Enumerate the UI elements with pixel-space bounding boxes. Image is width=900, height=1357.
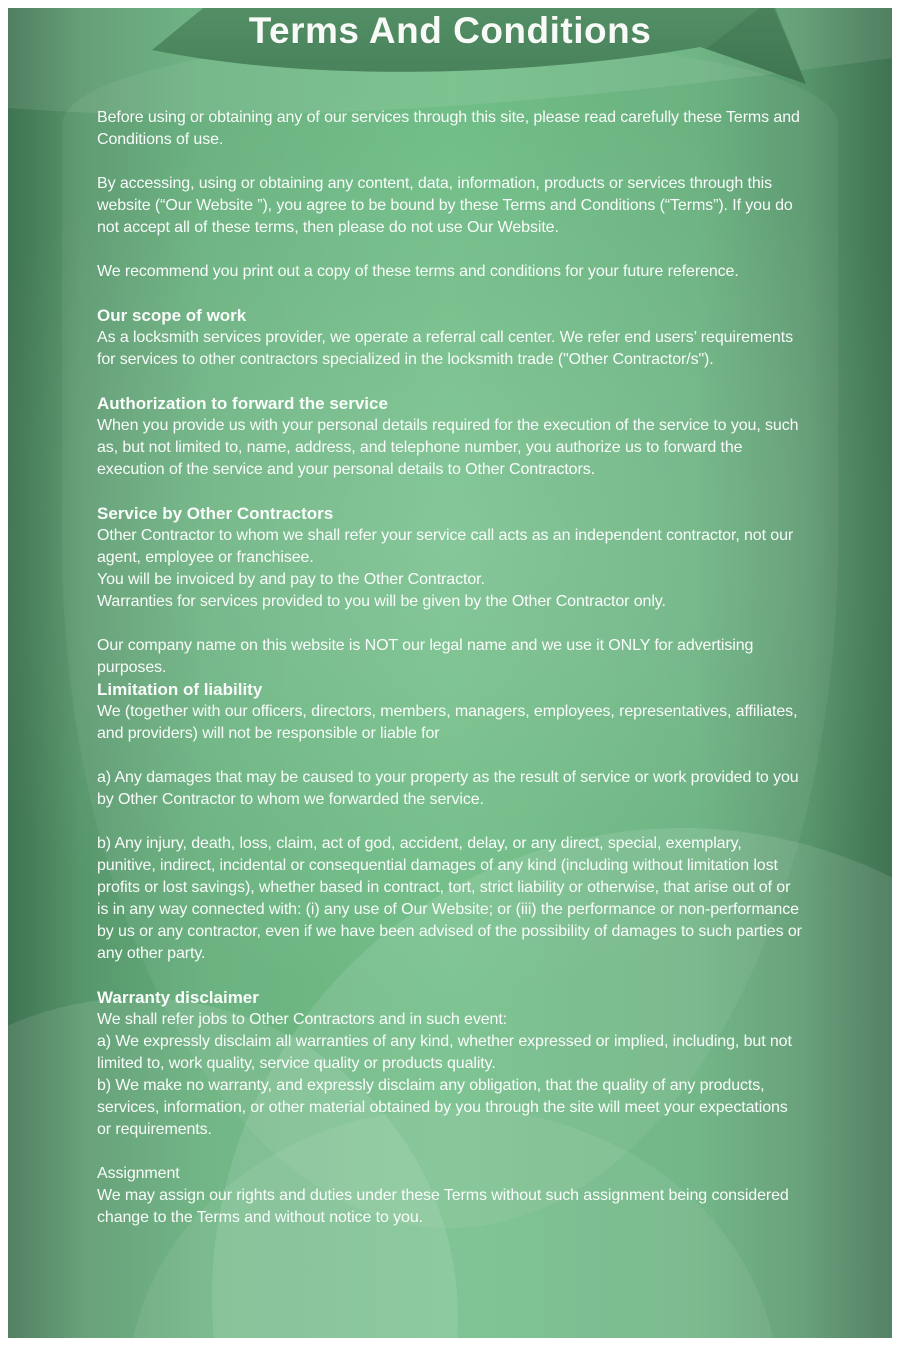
paragraph-scope-of-work: As a locksmith services provider, we operate a referral call center. We refer end users’ requirements for services to other contractors specialized in the locksmith trade ("Other Contractor/s"). [97,329,793,368]
paragraph-intro-print-copy: We recommend you print out a copy of these terms and conditions for your future reference. [97,263,739,280]
paragraph-warranties-by-contractor: Warranties for services provided to you will be given by the Other Contractor only. [97,593,666,610]
paragraph-company-name-advertising: Our company name on this website is NOT our legal name and we use it ONLY for advertising purposes. [97,637,754,676]
paragraph-assignment-body: We may assign our rights and duties under these Terms without such assignment being considered change to the Terms and without notice to you. [97,1187,789,1226]
paragraph-disclaimer-b: b) We make no warranty, and expressly disclaim any obligation, that the quality of any products, services, information, or other material obtained by you through the site will meet your expectations or requirements. [97,1077,788,1138]
paragraph-liability-b-injury: b) Any injury, death, loss, claim, act of god, accident, delay, or any direct, special, exemplary, punitive, indirect, incidental or consequential damages of any kind (including without limitation lost profits or lost savings), whether based in contract, tort, strict liability or otherwise, that arise out of or is in any way connected with: (i) any use of Our Website; or (iii) the performance or non-performance by us or any contractor, even if we have been advised of the possibility of damages to such parties or any other party. [97,835,802,962]
paragraph-authorization: When you provide us with your personal details required for the execution of the service to you, such as, but not limited to, name, address, and telephone number, you authorize us to forward the execution of the service and your personal details to Other Contractors. [97,417,799,478]
terms-poster [8,8,892,1338]
paragraph-intro-by-accessing: By accessing, using or obtaining any content, data, information, products or services through this website (“Our Website ”), you agree to be bound by these Terms and Conditions (“Terms”). If you do not accept all of these terms, then please do not use Our Website. [97,175,793,236]
paragraph-disclaimer-intro: We shall refer jobs to Other Contractors and in such event: [97,1011,508,1028]
paragraph-liability-intro: We (together with our officers, directors, members, managers, employees, representatives, affiliates, and providers) will not be responsible or liable for [97,703,798,742]
section-heading-warranty-disclaimer: Warranty disclaimer [97,988,259,1007]
section-heading-limitation-of-liability: Limitation of liability [97,680,263,699]
section-heading-our-scope-of-work: Our scope of work [97,306,247,325]
paragraph-disclaimer-a: a) We expressly disclaim all warranties of any kind, whether expressed or implied, including, but not limited to, work quality, service quality or products quality. [97,1033,792,1072]
page-title: Terms And Conditions [248,10,652,51]
section-heading-service-by-other-contractors: Service by Other Contractors [97,504,334,523]
paragraph-liability-a-damages: a) Any damages that may be caused to your property as the result of service or work provided to you by Other Contractor to whom we forwarded the service. [97,769,799,808]
paragraph-invoiced-by: You will be invoiced by and pay to the Other Contractor. [97,571,485,588]
paragraph-assignment-label: Assignment [97,1165,180,1182]
terms-content [97,8,803,1251]
section-heading-authorization-to-forward: Authorization to forward the service [97,394,388,413]
paragraph-intro-read-carefully: Before using or obtaining any of our services through this site, please read carefully these Terms and Conditions of use. [97,109,800,148]
paragraph-independent-contractor: Other Contractor to whom we shall refer your service call acts as an independent contractor, not our agent, employee or franchisee. [97,527,794,566]
